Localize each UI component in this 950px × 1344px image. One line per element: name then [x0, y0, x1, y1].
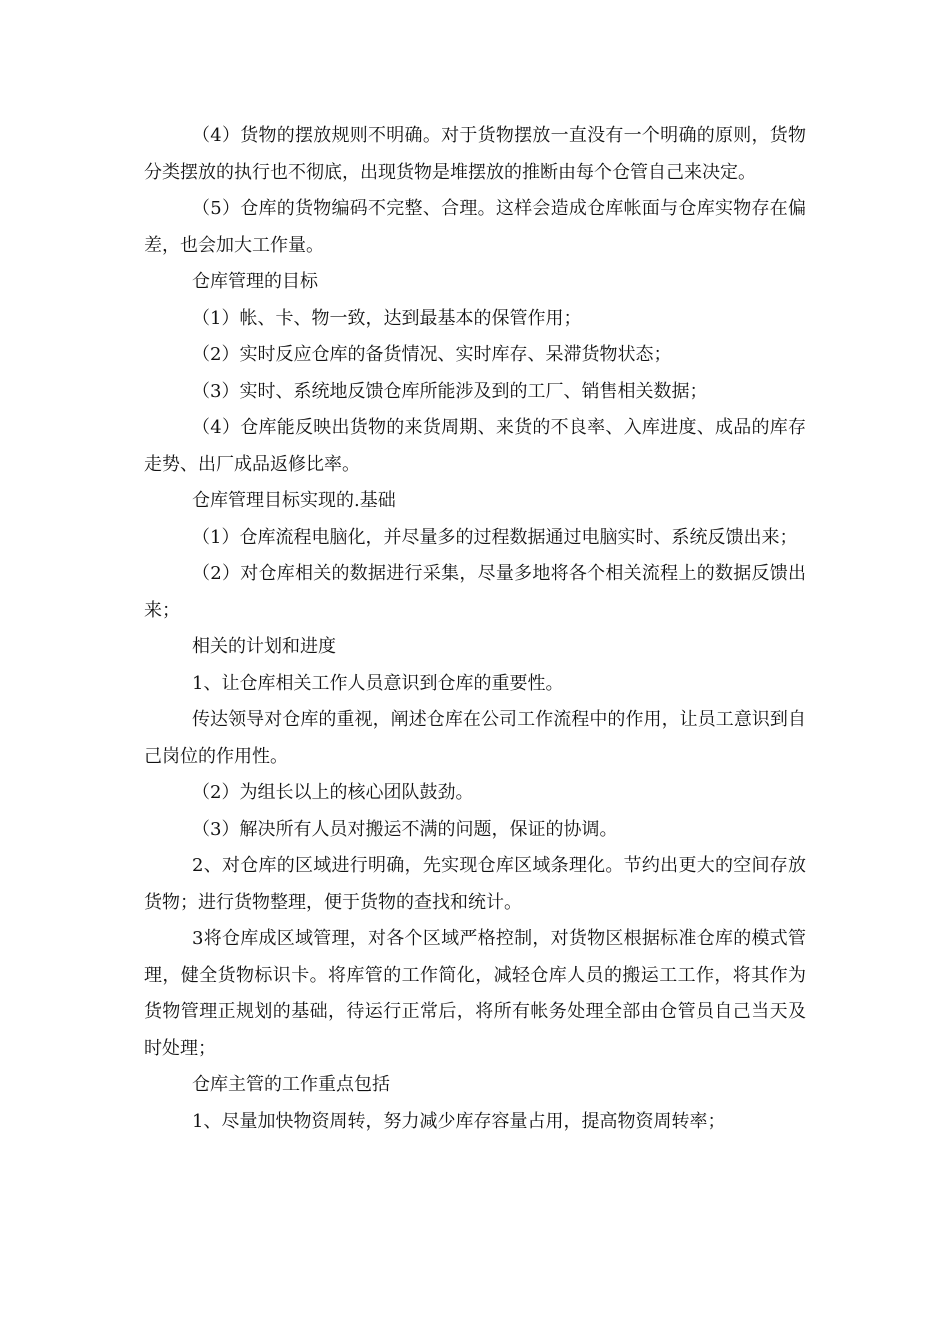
heading-plan-progress: 相关的计划和进度 [192, 636, 336, 657]
paragraph-goods-coding: （5）仓库的货物编码不完整、合理。这样会造成仓库帐面与仓库实物存在偏差，也会加大工作量。 [144, 198, 806, 256]
paragraph-plan-2: 2、对仓库的区域进行明确，先实现仓库区域条理化。节约出更大的空间存放货物；进行货物整理，便于货物的查找和统计。 [144, 855, 806, 913]
heading-supervisor-focus: 仓库主管的工作重点包括 [192, 1074, 390, 1095]
paragraph-goods-placement-rules: （4）货物的摆放规则不明确。对于货物摆放一直没有一个明确的原则，货物分类摆放的执行也不彻底，出现货物是堆摆放的推断由每个仓管自己来决定。 [144, 125, 806, 183]
paragraph-goal-3: （3）实时、系统地反馈仓库所能涉及到的工厂、销售相关数据； [192, 380, 708, 402]
paragraph-basis-1: （1）仓库流程电脑化，并尽量多的过程数据通过电脑实时、系统反馈出来； [192, 526, 798, 548]
paragraph-plan-1-sub-2: （2）为组长以上的核心团队鼓劲。 [192, 782, 474, 803]
paragraph-goal-4: （4）仓库能反映出货物的来货周期、来货的不良率、入库进度、成品的库存走势、出厂成品返修比率。 [144, 417, 806, 475]
paragraph-plan-3: 3将仓库成区域管理，对各个区域严格控制，对货物区根据标准仓库的模式管理，健全货物标识卡。将库管的工作简化，减轻仓库人员的搬运工工作，将其作为货物管理正规划的基础，待运行正常后，将所有帐务处理全部由仓管员自己当天及时处理； [144, 928, 806, 1059]
heading-goal-basis: 仓库管理目标实现的.基础 [192, 490, 396, 511]
paragraph-plan-1-sub-3: （3）解决所有人员对搬运不满的问题，保证的协调。 [192, 818, 618, 840]
paragraph-goal-1: （1）帐、卡、物一致，达到最基本的保管作用； [192, 307, 582, 329]
heading-warehouse-goals: 仓库管理的目标 [192, 271, 318, 292]
paragraph-plan-1: 1、让仓库相关工作人员意识到仓库的重要性。 [192, 672, 564, 694]
paragraph-goal-2: （2）实时反应仓库的备货情况、实时库存、呆滞货物状态； [192, 344, 672, 365]
document-page [144, 118, 806, 1140]
paragraph-focus-1: 1、尽量加快物资周转，努力减少库存容量占用，提高物资周转率； [192, 1110, 726, 1132]
paragraph-basis-2: （2）对仓库相关的数据进行采集，尽量多地将各个相关流程上的数据反馈出来； [144, 563, 806, 621]
paragraph-plan-1-detail: 传达领导对仓库的重视，阐述仓库在公司工作流程中的作用，让员工意识到自己岗位的作用性。 [144, 709, 806, 767]
